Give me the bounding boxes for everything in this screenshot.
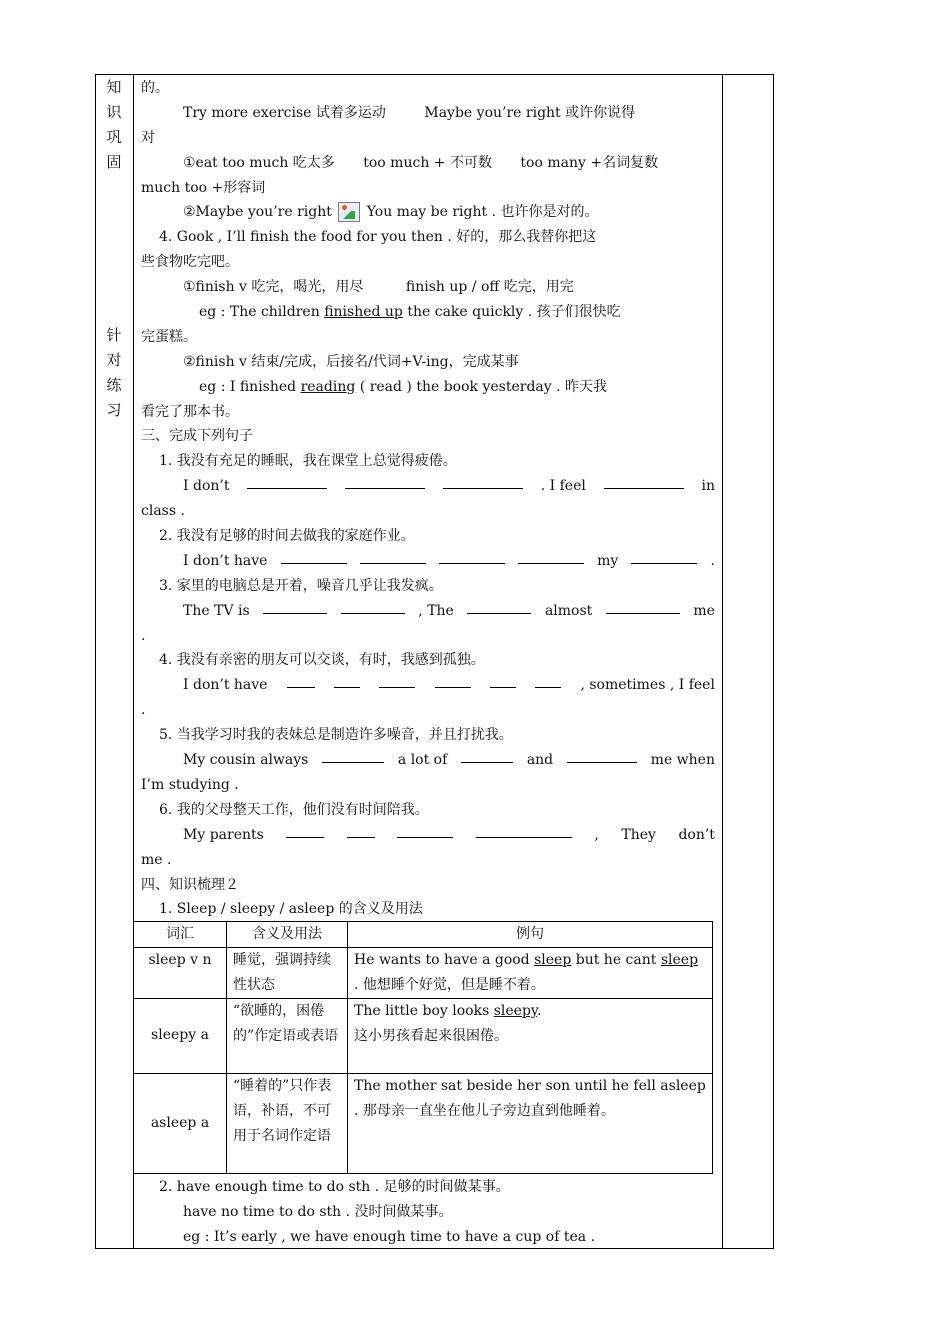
text-line: 看完了那本书。: [141, 403, 239, 420]
text-line: 5. 当我学习时我的表妹总是制造许多噪音，并且打扰我。: [159, 727, 513, 744]
table-row: [134, 1073, 713, 1173]
answer-blank[interactable]: [286, 823, 324, 838]
text-line: 完蛋糕。: [141, 328, 197, 345]
text-line: have no time to do sth . 没时间做某事。: [183, 1203, 453, 1220]
answer-blank[interactable]: [281, 549, 347, 564]
text-line: ②finish v 结束/完成，后接名/代词+V-ing，完成某事: [183, 353, 519, 370]
text-line: 4. 我没有亲密的朋友可以交谈，有时，我感到孤独。: [159, 652, 485, 669]
answer-blank[interactable]: [461, 748, 513, 763]
section-heading: 三、完成下列句子: [141, 428, 253, 445]
column-header: 词汇: [134, 922, 227, 948]
text-line: Try more exercise 试着多运动 Maybe you’re right 或许你说得: [183, 104, 636, 121]
answer-blank[interactable]: [439, 549, 505, 564]
answer-blank[interactable]: [443, 474, 523, 489]
text-line: class .: [141, 503, 185, 520]
text-line: I don’t have , sometimes , I feel: [141, 673, 715, 698]
answer-blank[interactable]: [535, 673, 561, 688]
text-line: I’m studying .: [141, 776, 239, 793]
text-line: 1. 我没有充足的睡眠，我在课堂上总觉得疲倦。: [159, 453, 457, 470]
table-cell-word: sleep v n: [134, 947, 227, 998]
table-cell-example: He wants to have a good sleep but he cant sleep . 他想睡个好觉，但是睡不着。: [348, 947, 713, 998]
table-row: [134, 998, 713, 1073]
answer-blank[interactable]: [631, 549, 697, 564]
answer-blank[interactable]: [287, 673, 315, 688]
text-line: 1. Sleep / sleepy / asleep 的含义及用法: [159, 901, 423, 918]
text-line: eg : I finished reading ( read ) the book yesterday . 昨天我: [199, 378, 608, 395]
table-header-row: [134, 922, 713, 948]
answer-blank[interactable]: [360, 549, 426, 564]
broken-image-icon: [338, 202, 360, 222]
text-line: My parents , They don’t: [141, 823, 715, 848]
table-cell-word: asleep a: [134, 1073, 227, 1173]
answer-blank[interactable]: [263, 599, 327, 614]
text-line: eg : The children finished up the cake quickly . 孩子们很快吃: [199, 304, 621, 321]
answer-blank[interactable]: [567, 748, 637, 763]
answer-blank[interactable]: [322, 748, 384, 763]
text-line: 3. 家里的电脑总是开着，噪音几乎让我发疯。: [159, 577, 443, 594]
text-line: me .: [141, 851, 172, 868]
text-line: 6. 我的父母整天工作，他们没有时间陪我。: [159, 801, 429, 818]
column-header: 例句: [348, 922, 713, 948]
answer-blank[interactable]: [490, 673, 516, 688]
side-label-practice: 针 对 练 习: [106, 326, 122, 419]
worksheet-content: [141, 76, 715, 922]
answer-blank[interactable]: [435, 673, 471, 688]
table-cell-meaning: “欲睡的，困倦的”作定语或表语: [227, 998, 348, 1073]
right-column-divider: [722, 75, 723, 1248]
text-line: 些食物吃完吧。: [141, 254, 239, 271]
text-line: ②Maybe you’re right You may be right . 也许你是对的。: [183, 204, 599, 221]
answer-blank[interactable]: [345, 474, 425, 489]
text-line: eg : It’s early , we have enough time to have a cup of tea .: [183, 1228, 595, 1245]
text-line: ①eat too much 吃太多 too much + 不可数 too many +名词复数: [183, 154, 659, 171]
text-line: .: [141, 627, 146, 644]
text-line: The TV is , The almost me: [141, 599, 715, 624]
table-cell-meaning: 睡觉，强调持续性状态: [227, 947, 348, 998]
vocab-table: [133, 921, 713, 1174]
text-line: 2. 我没有足够的时间去做我的家庭作业。: [159, 528, 415, 545]
answer-blank[interactable]: [341, 599, 405, 614]
answer-blank[interactable]: [467, 599, 531, 614]
answer-blank[interactable]: [604, 474, 684, 489]
text-line: 4. Gook , I’ll finish the food for you then . 好的，那么我替你把这: [159, 229, 597, 246]
column-header: 含义及用法: [227, 922, 348, 948]
text-line: I don’t have my .: [141, 549, 715, 574]
text-line: 2. have enough time to do sth . 足够的时间做某事。: [159, 1179, 510, 1195]
text-line: much too +形容词: [141, 179, 266, 196]
text-line: My cousin always a lot of and me when: [141, 748, 715, 773]
answer-blank[interactable]: [606, 599, 680, 614]
answer-blank[interactable]: [476, 823, 572, 838]
text-line: 的。: [141, 80, 169, 96]
text-line: .: [141, 702, 146, 719]
side-label-knowledge: 知 识 巩 固: [106, 78, 122, 171]
answer-blank[interactable]: [397, 823, 453, 838]
table-row: [134, 947, 713, 998]
section-heading: 四、知识梳理２: [141, 876, 239, 893]
answer-blank[interactable]: [334, 673, 360, 688]
section-after-table: [141, 1175, 715, 1250]
answer-blank[interactable]: [518, 549, 584, 564]
text-line: 对: [141, 129, 155, 146]
table-cell-word: sleepy a: [134, 998, 227, 1073]
table-cell-meaning: “睡着的”只作表语，补语，不可用于名词作定语: [227, 1073, 348, 1173]
table-cell-example: The mother sat beside her son until he fell asleep . 那母亲一直坐在他儿子旁边直到他睡着。: [348, 1073, 713, 1173]
answer-blank[interactable]: [247, 474, 327, 489]
text-line: ①finish v 吃完，喝光，用尽 finish up / off 吃完，用完: [183, 279, 574, 296]
answer-blank[interactable]: [379, 673, 415, 688]
answer-blank[interactable]: [347, 823, 375, 838]
table-cell-example: The little boy looks sleepy. 这小男孩看起来很困倦。: [348, 998, 713, 1073]
text-line: I don’t . I feel in: [141, 474, 715, 499]
